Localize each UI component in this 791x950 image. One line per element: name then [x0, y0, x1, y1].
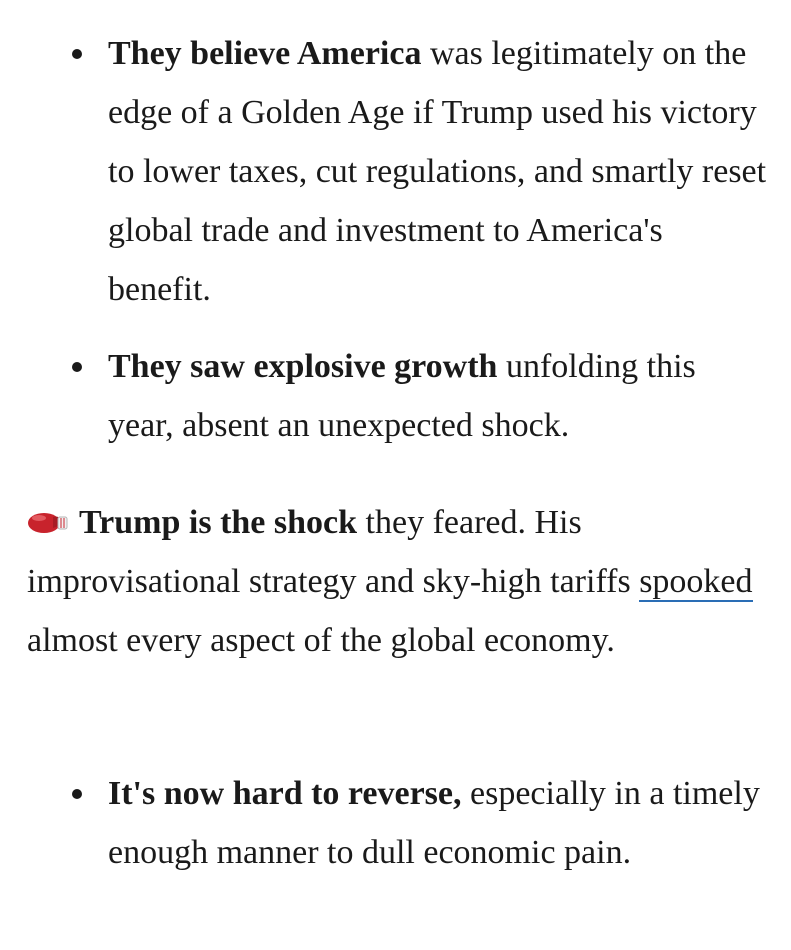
bullet-dot — [72, 362, 82, 372]
bullet-body-text: especially in a timely enough manner to dull economic pain. — [108, 775, 760, 871]
bullet-lead-text: They believe America — [108, 35, 422, 72]
bullet-lead-text: It's now hard to reverse, — [108, 775, 462, 812]
bullet-lead-text: They saw explosive growth — [108, 348, 498, 385]
spooked-link[interactable]: spooked — [639, 563, 753, 600]
paragraph-lead-text: Trump is the shock — [79, 504, 358, 541]
bullet-list — [0, 764, 768, 882]
paragraph-text: they feared. His improvisational strategy and sky-high tariffs — [27, 504, 640, 600]
bullet-body-text: was legitimately on the edge of a Golden Age if Trump used his victory to lower taxes, cut regulations, and smartly reset global trade and investment to America's benefit. — [108, 35, 767, 308]
boxing-glove-icon — [27, 509, 69, 535]
bullet-dot — [72, 789, 82, 799]
bullet-list — [0, 24, 768, 455]
paragraph-text: almost every aspect of the global economy. — [27, 622, 615, 659]
bullet-dot — [72, 49, 82, 59]
bullet-body-text: unfolding this year, absent an unexpected shock. — [108, 348, 696, 444]
list-item — [0, 337, 768, 455]
list-item — [0, 24, 768, 319]
list-item — [0, 764, 768, 882]
paragraph — [27, 493, 757, 670]
